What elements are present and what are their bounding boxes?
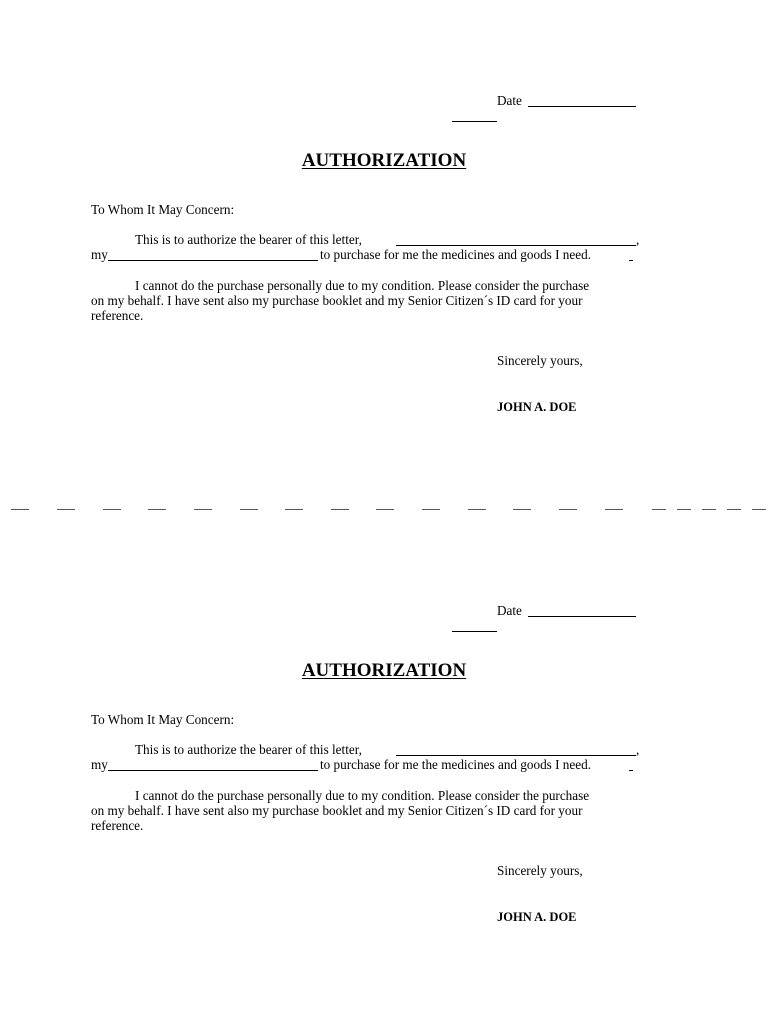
date-blank-continuation bbox=[452, 121, 497, 122]
paragraph1-comma: , bbox=[636, 232, 640, 247]
bearer-name-blank bbox=[396, 755, 636, 756]
paragraph1-start: This is to authorize the bearer of this letter, bbox=[135, 742, 362, 757]
signer-name: JOHN A. DOE bbox=[497, 400, 577, 414]
salutation: To Whom It May Concern: bbox=[91, 202, 235, 217]
closing: Sincerely yours, bbox=[497, 353, 583, 368]
closing: Sincerely yours, bbox=[497, 863, 583, 878]
trailing-blank bbox=[629, 260, 633, 261]
paragraph2-line2: on my behalf. I have sent also my purchase booklet and my Senior Citizen´s ID card for your bbox=[91, 293, 583, 308]
salutation: To Whom It May Concern: bbox=[91, 712, 235, 727]
authorization-letter-bottom bbox=[0, 510, 768, 1020]
relationship-blank bbox=[108, 770, 318, 771]
date-blank bbox=[528, 106, 636, 107]
paragraph2-line3: reference. bbox=[91, 818, 144, 833]
paragraph1-start: This is to authorize the bearer of this letter, bbox=[135, 232, 362, 247]
signer-name: JOHN A. DOE bbox=[497, 910, 577, 924]
letter-title: AUTHORIZATION bbox=[301, 150, 467, 171]
paragraph2-line1: I cannot do the purchase personally due to my condition. Please consider the purchase bbox=[135, 278, 590, 293]
paragraph2-line3: reference. bbox=[91, 308, 144, 323]
paragraph1-my: my bbox=[91, 757, 108, 772]
date-label: Date bbox=[497, 93, 522, 108]
trailing-blank bbox=[629, 770, 633, 771]
paragraph1-end: to purchase for me the medicines and goods I need. bbox=[320, 247, 591, 262]
letter-title: AUTHORIZATION bbox=[301, 660, 467, 681]
date-blank-continuation bbox=[452, 631, 497, 632]
authorization-letter-top bbox=[0, 0, 768, 510]
paragraph2-line1: I cannot do the purchase personally due to my condition. Please consider the purchase bbox=[135, 788, 590, 803]
paragraph1-end: to purchase for me the medicines and goods I need. bbox=[320, 757, 591, 772]
paragraph1-my: my bbox=[91, 247, 108, 262]
paragraph1-comma: , bbox=[636, 742, 640, 757]
paragraph2-line2: on my behalf. I have sent also my purchase booklet and my Senior Citizen´s ID card for your bbox=[91, 803, 583, 818]
date-blank bbox=[528, 616, 636, 617]
relationship-blank bbox=[108, 260, 318, 261]
date-label: Date bbox=[497, 603, 522, 618]
bearer-name-blank bbox=[396, 245, 636, 246]
